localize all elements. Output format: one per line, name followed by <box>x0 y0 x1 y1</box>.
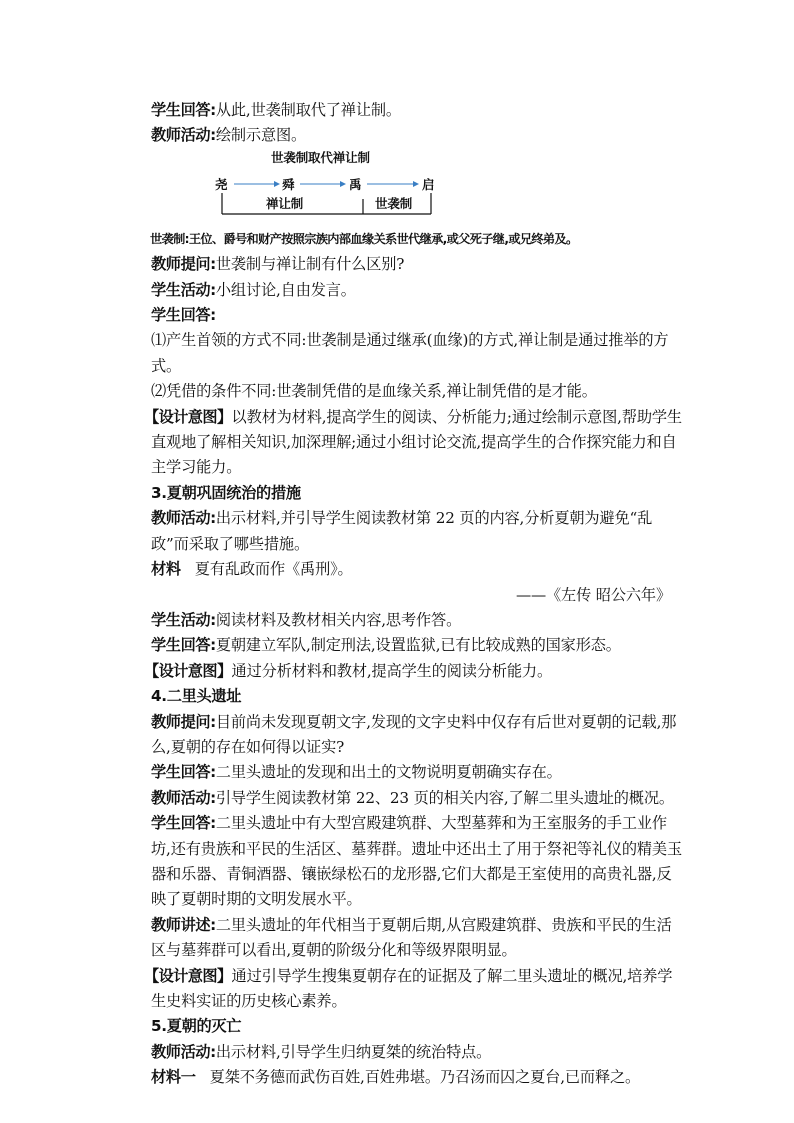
teacher-activity-line <box>151 506 683 557</box>
material-line <box>151 557 683 582</box>
answer-point-1 <box>136 328 683 379</box>
line-label: 学生活动: <box>151 610 216 629</box>
line-text: 目前尚未发现夏朝文字,发现的文字史料中仅存有后世对夏朝的记载,那么,夏朝的存在如何得以证实? <box>151 712 677 756</box>
diagram-group-hereditary: 世袭制 <box>375 195 413 211</box>
material-text: 夏有乱政而作《禹刑》。 <box>194 560 353 579</box>
design-intent-label: 【设计意图】 <box>144 661 232 680</box>
diagram-title: 世袭制取代禅让制 <box>271 149 370 165</box>
line-text: 出示材料,引导学生归纳夏桀的统治特点。 <box>215 1042 492 1061</box>
section-heading-3: 3.夏朝巩固统治的措施 <box>151 483 301 502</box>
line-text: 绘制示意图。 <box>215 126 307 145</box>
diagram-arrowhead <box>340 181 346 187</box>
answer-point-text: ⑴产生首领的方式不同:世袭制是通过继承(血缘)的方式,禅让制是通过推举的方式。 <box>151 331 669 375</box>
design-intent-text: 通过引导学生搜集夏朝存在的证据及了解二里头遗址的概况,培养学生史料实证的历史核心素养。 <box>151 966 673 1010</box>
teacher-question-line <box>151 710 683 761</box>
teacher-question-line <box>151 252 683 277</box>
line-text: 从此,世袭制取代了禅让制。 <box>215 101 401 119</box>
answer-point-2 <box>151 379 683 404</box>
teacher-activity-line <box>151 1040 683 1065</box>
definition-text: 王位、爵号和财产按照宗族内部血缘关系世代继承,或父死子继,或兄终弟及。 <box>188 231 578 246</box>
student-activity-line <box>151 608 683 633</box>
definition-label: 世袭制: <box>150 231 189 246</box>
line-label: 学生回答: <box>151 763 216 782</box>
line-label: 教师活动: <box>151 509 216 528</box>
line-label: 学生回答: <box>151 814 216 833</box>
line-text: 出示材料,并引导学生阅读教材第 22 页的内容,分析夏朝为避免“乱政”而采取了哪些措施。 <box>151 509 653 553</box>
student-answer-line <box>151 303 683 328</box>
line-label: 学生回答: <box>151 101 216 119</box>
definition-line <box>150 227 683 252</box>
diagram-node-shun: 舜 <box>282 176 295 192</box>
diagram-node-qi: 启 <box>422 176 435 192</box>
line-text: 世袭制与禅让制有什么区别? <box>215 255 405 274</box>
line-label: 教师提问: <box>151 712 216 731</box>
source-citation: ——《左传 昭公六年》 <box>515 585 671 604</box>
teacher-explain-line <box>151 913 683 964</box>
line-text: 夏朝建立军队,制定刑法,设置监狱,已有比较成熟的国家形态。 <box>215 636 621 655</box>
student-activity-line <box>151 278 683 303</box>
teacher-activity-line <box>151 123 683 148</box>
design-intent-text: 以教材为材料,提高学生的阅读、分析能力;通过绘制示意图,帮助学生直观地了解相关知识,加深理解;通过小组讨论交流,提高学生的合作探究能力和自主学习能力。 <box>151 407 682 477</box>
diagram-arrowhead <box>413 181 419 187</box>
material-line <box>151 1065 683 1090</box>
design-intent-text: 通过分析材料和教材,提高学生的阅读分析能力。 <box>231 661 552 680</box>
design-intent-label: 【设计意图】 <box>144 966 232 985</box>
design-intent-paragraph <box>144 405 683 481</box>
succession-diagram <box>151 149 683 227</box>
diagram-node-yao: 尧 <box>215 176 228 192</box>
teacher-activity-line <box>151 786 683 811</box>
line-label: 学生回答: <box>151 306 216 325</box>
line-label: 教师提问: <box>151 255 216 274</box>
line-label: 学生回答: <box>151 636 216 655</box>
student-answer-line <box>151 760 683 785</box>
line-text: 二里头遗址中有大型宫殿建筑群、大型墓葬和为王室服务的手工业作坊,还有贵族和平民的生活区、墓葬群。遗址中还出土了用于祭祀等礼仪的精美玉器和乐器、青铜酒器、镶嵌绿松石的龙形器,它们大都是王室使用的高贵礼器,反映了夏朝时期的文明发展水平。 <box>151 814 682 909</box>
student-answer-line <box>151 98 683 123</box>
material-label: 材料一 <box>151 1068 196 1087</box>
line-text: 二里头遗址的发现和出土的文物说明夏朝确实存在。 <box>215 763 562 782</box>
answer-point-text: ⑵凭借的条件不同:世袭制凭借的是血缘关系,禅让制凭借的是才能。 <box>151 382 597 401</box>
section-heading-4: 4.二里头遗址 <box>151 687 242 706</box>
section-heading-5: 5.夏朝的灭亡 <box>151 1017 242 1036</box>
document-content <box>144 98 683 1091</box>
design-intent-paragraph <box>144 964 683 1015</box>
material-text: 夏桀不务德而武伤百姓,百姓弗堪。乃召汤而囚之夏台,已而释之。 <box>209 1068 641 1087</box>
line-label: 学生活动: <box>151 280 216 299</box>
material-label: 材料 <box>151 560 181 579</box>
line-text: 阅读材料及教材相关内容,思考作答。 <box>215 610 462 629</box>
line-label: 教师活动: <box>151 788 216 807</box>
line-label: 教师活动: <box>151 126 216 145</box>
diagram-node-yu: 禹 <box>349 176 362 192</box>
line-text: 引导学生阅读教材第 22、23 页的相关内容,了解二里头遗址的概况。 <box>215 788 674 807</box>
line-text: 二里头遗址的年代相当于夏朝后期,从宫殿建筑群、贵族和平民的生活区与墓葬群可以看出,夏朝的阶级分化和等级界限明显。 <box>151 915 672 960</box>
line-text: 小组讨论,自由发言。 <box>215 280 356 299</box>
line-label: 教师讲述: <box>151 915 216 934</box>
diagram-arrowhead <box>274 181 280 187</box>
design-intent-paragraph <box>144 659 683 684</box>
design-intent-label: 【设计意图】 <box>144 407 232 426</box>
line-label: 教师活动: <box>151 1042 216 1061</box>
diagram-group-abdication: 禅让制 <box>266 195 304 211</box>
student-answer-line <box>151 633 683 658</box>
diagram-svg <box>151 149 451 227</box>
student-answer-line <box>151 811 683 913</box>
